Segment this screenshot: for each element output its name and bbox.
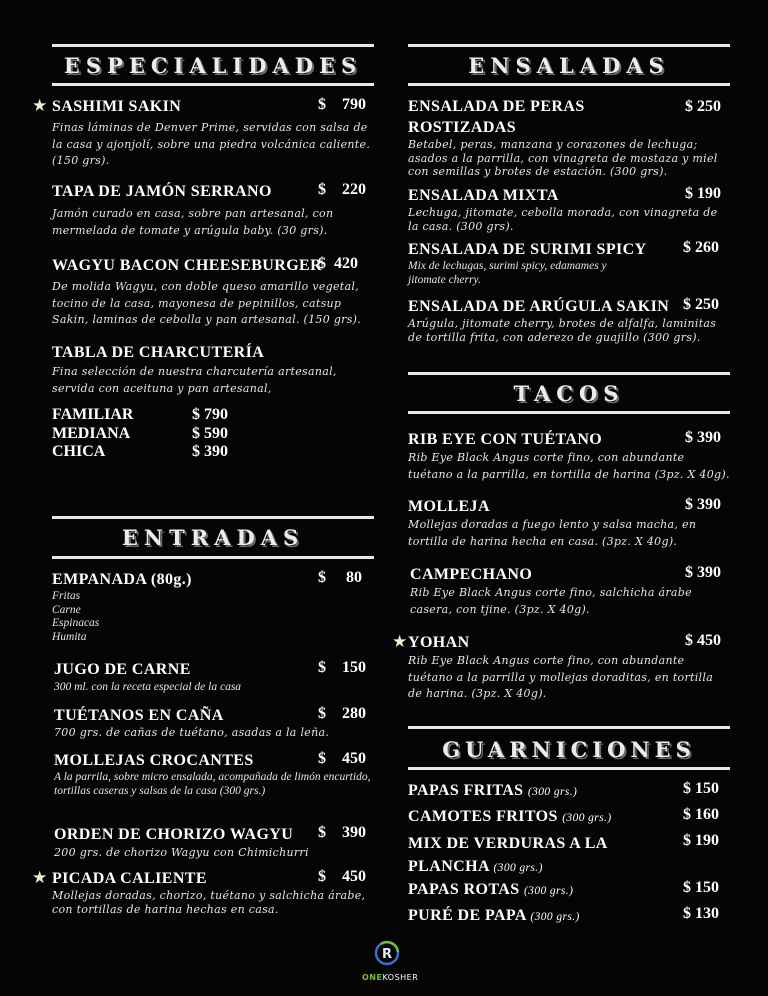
size-price: $ 590 — [192, 424, 228, 442]
side-item — [408, 832, 730, 880]
item-name: TABLA DE CHARCUTERÍA — [52, 344, 265, 361]
item-price: $ 260 — [683, 239, 719, 256]
item-name: EMPANADA (80g.) — [52, 571, 192, 588]
item-price: $ 450 — [318, 868, 366, 885]
item-name: ORDEN DE CHORIZO WAGYU — [54, 826, 294, 843]
size-price-list — [52, 406, 228, 462]
item-description: 200 grs. de chorizo Wagyu con Chimichurri — [54, 846, 309, 859]
item-portion: (300 grs.) — [530, 911, 580, 923]
menu-item — [408, 429, 730, 483]
section-title-ensaladas: ENSALADAS — [468, 53, 670, 78]
menu-item — [32, 868, 374, 916]
logo-mark-letter: R — [381, 947, 393, 962]
item-price: $ 130 — [683, 905, 719, 922]
item-price: $ 150 — [683, 780, 719, 797]
divider — [408, 44, 730, 47]
item-price: $ 160 — [683, 806, 719, 823]
item-portion: (300 grs.) — [562, 812, 612, 824]
item-name: PAPAS ROTAS — [408, 881, 520, 898]
item-portion: (300 grs.) — [493, 862, 543, 874]
menu-item — [408, 296, 730, 344]
filling-option: Espinacas — [52, 617, 100, 629]
star-icon: ★ — [32, 868, 48, 888]
item-price: $ 250 — [683, 296, 719, 313]
section-title-tacos: TACOS — [513, 381, 625, 406]
section-title-entradas: ENTRADAS — [121, 525, 305, 550]
item-price: $ 190 — [685, 185, 721, 202]
item-description: Finas láminas de Denver Prime, servidas con salsa de la casa y ajonjolí, sobre una piedra volcánica caliente. (150 grs). — [52, 121, 371, 167]
size-label: FAMILIAR — [52, 406, 134, 423]
logo-wordmark-one: ONE — [362, 973, 383, 982]
size-row — [52, 443, 228, 462]
item-name: JUGO DE CARNE — [54, 661, 191, 678]
item-description: De molida Wagyu, con doble queso amarillo vegetal, tocino de la casa, mayonesa de pepinillos, catsup Sakin, laminas de cebolla y pan artesanal. (150 grs). — [52, 280, 362, 326]
item-price: $ 390 — [318, 824, 366, 841]
item-name: MOLLEJA — [408, 498, 490, 515]
item-price: $ 450 — [685, 632, 721, 649]
item-description: Mollejas doradas a fuego lento y salsa macha, en tortilla de harina hecha en casa. (3pz. X 40g). — [408, 518, 697, 548]
item-price: $ 280 — [318, 705, 366, 722]
star-icon: ★ — [392, 632, 408, 652]
menu-item — [408, 496, 730, 550]
menu-item — [392, 632, 730, 703]
item-name: CAMPECHANO — [410, 566, 533, 583]
logo-mark-icon — [372, 940, 402, 968]
section-title-especialidades: ESPECIALIDADES — [63, 53, 363, 78]
menu-item — [54, 705, 374, 740]
menu-item — [52, 181, 374, 239]
item-description: Rib Eye Black Angus corte fino, con abundante tuétano a la parrilla, en tortilla de harina (3pz. X 40g). — [408, 451, 730, 481]
logo-wordmark — [362, 973, 419, 982]
menu-item — [52, 255, 374, 329]
item-price: $ 390 — [685, 429, 721, 446]
item-name: SASHIMI SAKIN — [52, 98, 182, 115]
divider — [408, 726, 730, 729]
menu-item — [410, 564, 730, 618]
menu-item — [408, 96, 730, 179]
item-description: Mollejas doradas, chorizo, tuétano y salchicha árabe, con tortillas de harina hechas en casa. — [52, 889, 366, 916]
item-price: $ 190 — [683, 832, 719, 849]
item-price: $ 390 — [685, 564, 721, 581]
divider — [408, 83, 730, 86]
logo-wordmark-kosher: KOSHER — [382, 973, 419, 982]
item-portion: (300 grs.) — [523, 885, 574, 897]
divider — [52, 556, 374, 559]
item-name: MOLLEJAS CROCANTES — [54, 752, 254, 769]
item-description — [52, 590, 374, 644]
item-name: RIB EYE CON TUÉTANO — [408, 431, 603, 448]
item-name: ENSALADA DE ARÚGULA SAKIN — [408, 298, 670, 315]
item-price: $ 250 — [685, 98, 721, 115]
item-description: Lechuga, jitomate, cebolla morada, con vinagreta de la casa. (300 grs). — [408, 206, 718, 233]
side-item — [408, 905, 730, 928]
menu-item — [54, 824, 374, 860]
filling-option: Humita — [52, 630, 87, 643]
size-row — [52, 425, 228, 444]
item-price: $ 220 — [318, 181, 366, 198]
menu-item — [54, 659, 374, 695]
item-name: ENSALADA DE SURIMI SPICY — [408, 241, 647, 258]
item-price: $ 80 — [318, 569, 362, 586]
item-description: Fina selección de nuestra charcutería artesanal, servida con aceituna y pan artesanal, — [52, 365, 337, 395]
item-name: TUÉTANOS EN CAÑA — [54, 707, 224, 724]
item-name: ENSALADA MIXTA — [408, 187, 559, 204]
item-price: $ 450 — [318, 750, 366, 767]
side-item — [408, 780, 730, 803]
item-name: PAPAS FRITAS — [408, 782, 524, 799]
item-name: TAPA DE JAMÓN SERRANO — [52, 183, 272, 200]
item-portion: (300 grs.) — [527, 786, 578, 798]
item-price: $ 150 — [318, 659, 366, 676]
divider — [408, 767, 730, 770]
divider — [408, 372, 730, 375]
onekosher-logo — [362, 940, 419, 982]
item-price: $ 390 — [685, 496, 721, 513]
menu-item — [52, 569, 374, 644]
item-description: 700 grs. de cañas de tuétano, asadas a la leña. — [54, 726, 330, 739]
star-icon: ★ — [32, 96, 48, 116]
size-price: $ 390 — [192, 443, 228, 460]
divider — [52, 516, 374, 519]
size-label: MEDIANA — [52, 424, 131, 442]
item-price: $ 150 — [683, 879, 719, 896]
divider — [52, 44, 374, 47]
item-price: $ 420 — [318, 255, 358, 272]
item-name: PICADA CALIENTE — [52, 870, 207, 887]
size-label: CHICA — [52, 443, 106, 460]
size-row — [52, 406, 228, 425]
divider — [408, 411, 730, 414]
side-item — [408, 879, 730, 902]
item-description: Jamón curado en casa, sobre pan artesanal, con mermelada de tomate y arúgula baby. (30 grs). — [52, 207, 334, 237]
item-description: Betabel, peras, manzana y corazones de lechuga; asados a la parrilla, con vinagreta de mostaza y miel con semillas y brotes de estación. (300 grs). — [408, 138, 718, 178]
item-description: Mix de lechugas, surimi spicy, edamames y jitomate cherry. — [408, 260, 607, 286]
section-title-guarniciones: GUARNICIONES — [442, 737, 696, 762]
item-name: YOHAN — [408, 634, 470, 651]
item-name: MIX DE VERDURAS A LA PLANCHA — [408, 835, 607, 875]
item-description: A la parrila, sobre micro ensalada, acompañada de limón encurtido, tortillas caseras y salsas de la casa (300 grs.) — [54, 771, 371, 797]
item-description: Rib Eye Black Angus corte fino, con abundante tuétano a la parrilla y mollejas doraditas, en tortilla de harina. (3pz. X 40g). — [408, 654, 714, 700]
side-item — [408, 806, 730, 829]
item-name: WAGYU BACON CHEESEBURGER — [52, 257, 323, 274]
divider — [52, 83, 374, 86]
menu-item — [408, 239, 730, 287]
item-name: PURÉ DE PAPA — [408, 907, 526, 924]
item-name: CAMOTES FRITOS — [408, 808, 558, 825]
item-price: $ 790 — [318, 96, 366, 113]
item-description: 300 ml. con la receta especial de la casa — [54, 681, 242, 693]
item-name: ENSALADA DE PERAS ROSTIZADAS — [408, 98, 585, 136]
item-description: Arúgula, jitomate cherry, brotes de alfalfa, laminitas de tortilla frita, con aderezo de guajillo (300 grs). — [408, 317, 717, 344]
menu-item — [32, 96, 374, 170]
filling-option: Fritas — [52, 590, 81, 602]
filling-option: Carne — [52, 603, 81, 616]
size-price: $ 790 — [192, 406, 228, 423]
item-description: Rib Eye Black Angus corte fino, salchicha árabe casera, con tjine. (3pz. X 40g). — [410, 586, 692, 616]
menu-item — [52, 342, 374, 397]
menu-item — [54, 750, 374, 798]
menu-item — [408, 185, 730, 233]
